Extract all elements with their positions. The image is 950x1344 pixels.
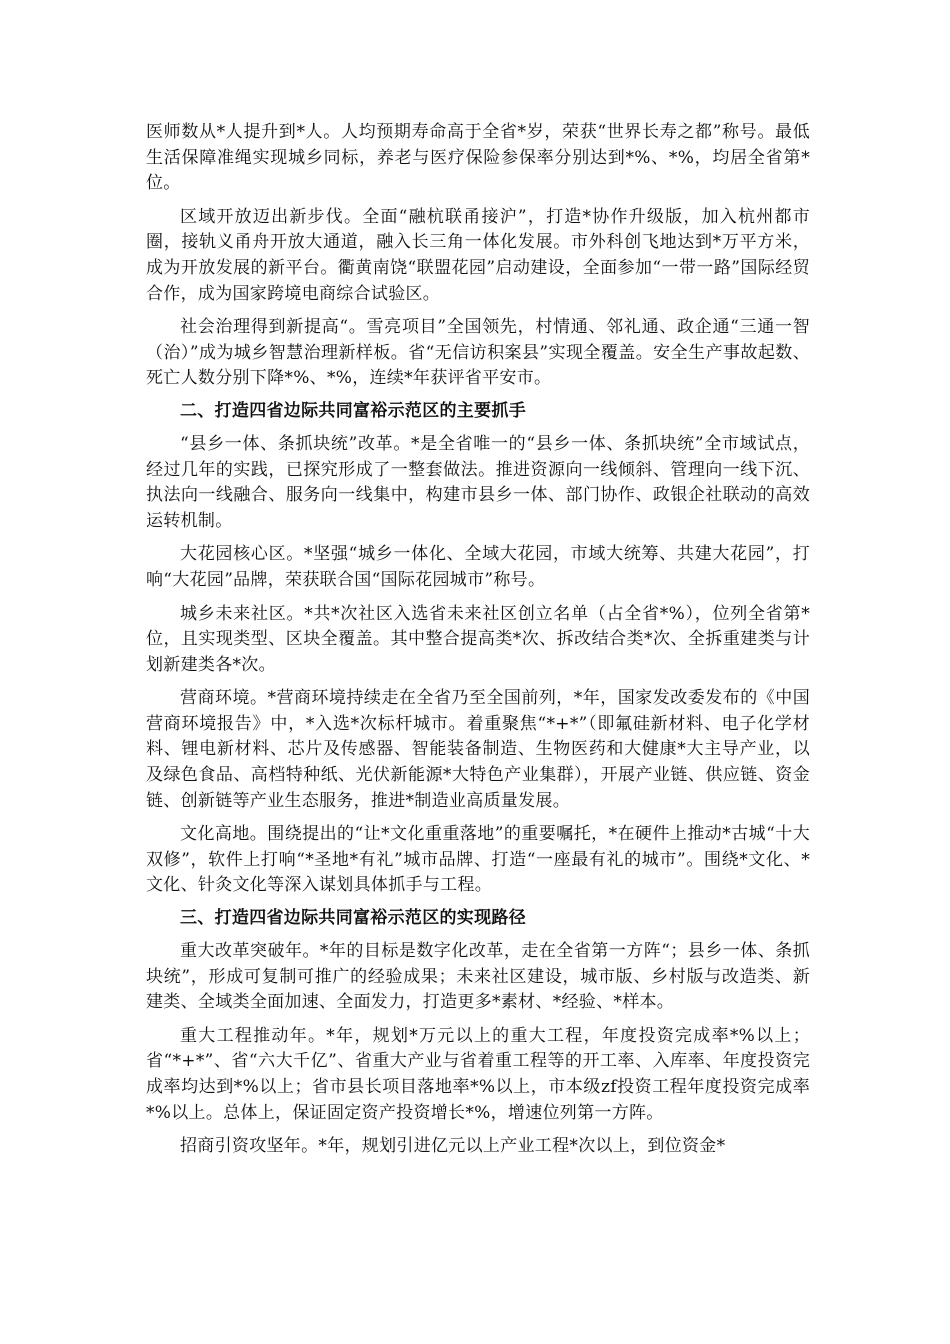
section-heading-main-measures: 二、打造四省边际共同富裕示范区的主要抓手 bbox=[180, 400, 526, 421]
paragraph-reform-breakthrough-year: 重大改革突破年。*年的目标是数字化改革，走在全省第一方阵“；县乡一体、条抓块统”，形成可复制可推广的经验成果；未来社区建设，城市版、乡村版与改造类、新建类、全域类全面加速、全面发力，打造更多*素材、*经验、*样本。 bbox=[146, 941, 810, 1013]
paragraph-major-projects-year: 重大工程推动年。*年，规划*万元以上的重大工程，年度投资完成率*%以上；省“*+*”、省“六大千亿”、省重大产业与省着重工程等的开工率、入库率、年度投资完成率均达到*%以上；省市县长项目落地率*%以上，市本级zf投资工程年度投资完成率*%以上。总体上，保证固定资产投资增长*%，增速位列第一方阵。 bbox=[146, 1025, 810, 1123]
document-page bbox=[146, 120, 810, 1160]
paragraph-future-community: 城乡未来社区。*共*次社区入选省未来社区创立名单（占全省*%），位列全省第*位，且实现类型、区块全覆盖。其中整合提高类*次、拆改结合类*次、全拆重建类与计划新建类各*次。 bbox=[146, 603, 810, 675]
paragraph-investment-attraction-year: 招商引资攻坚年。*年，规划引进亿元以上产业工程*次以上，到位资金* bbox=[180, 1136, 726, 1157]
paragraph-garden-core-zone: 大花园核心区。*坚强“城乡一体化、全域大花园，市域大统筹、共建大花园”，打响“大花园”品牌，荣获联合国“国际花园城市”称号。 bbox=[146, 544, 810, 590]
paragraph-county-township-reform: “县乡一体、条抓块统”改革。*是全省唯一的“县乡一体、条抓块统”全市域试点，经过几年的实践，已探究形成了一整套做法。推进资源向一线倾斜、管理向一线下沉、执法向一线融合、服务向一线集中，构建市县乡一体、部门协作、政银企社联动的高效运转机制。 bbox=[146, 433, 810, 531]
section-heading-implementation-path: 三、打造四省边际共同富裕示范区的实现路径 bbox=[180, 908, 526, 929]
paragraph-business-environment: 营商环境。*营商环境持续走在全省乃至全国前列，*年，国家发改委发布的《中国营商环境报告》中，*入选*次标杆城市。着重聚焦“*+*”（即氟硅新材料、电子化学材料、锂电新材料、芯片及传感器、智能装备制造、生物医药和大健康*大主导产业，以及绿色食品、高档特种纸、光伏新能源*大特色产业集群），开展产业链、供应链、资金链、创新链等产业生态服务，推进*制造业高质量发展。 bbox=[146, 688, 810, 811]
paragraph-culture-highland: 文化高地。围绕提出的“让*文化重重落地”的重要嘱托，*在硬件上推动*古城“十大双修”，软件上打响“*圣地*有礼”城市品牌、打造“一座最有礼的城市”。围绕*文化、*文化、针灸文化等深入谋划具体抓手与工程。 bbox=[146, 824, 810, 896]
paragraph-social-governance: 社会治理得到新提高“。雪亮项目”全国领先，村情通、邻礼通、政企通“三通一智（治）”成为城乡智慧治理新样板。省“无信访积案县”实现全覆盖。安全生产事故起数、死亡人数分别下降*%、*%，连续*年获评省平安市。 bbox=[146, 317, 810, 389]
paragraph-health-stats: 医师数从*人提升到*人。人均预期寿命高于全省*岁，荣获“世界长寿之都”称号。最低生活保障准绳实现城乡同标，养老与医疗保险参保率分别达到*%、*%，均居全省第*位。 bbox=[146, 122, 810, 194]
paragraph-regional-opening: 区域开放迈出新步伐。全面“融杭联甬接沪”，打造*协作升级版，加入杭州都市圈，接轨义甬舟开放大通道，融入长三角一体化发展。市外科创飞地达到*万平方米，成为开放发展的新平台。衢黄南饶“联盟花园”启动建设，全面参加“一带一路”国际经贸合作，成为国家跨境电商综合试验区。 bbox=[146, 206, 810, 304]
